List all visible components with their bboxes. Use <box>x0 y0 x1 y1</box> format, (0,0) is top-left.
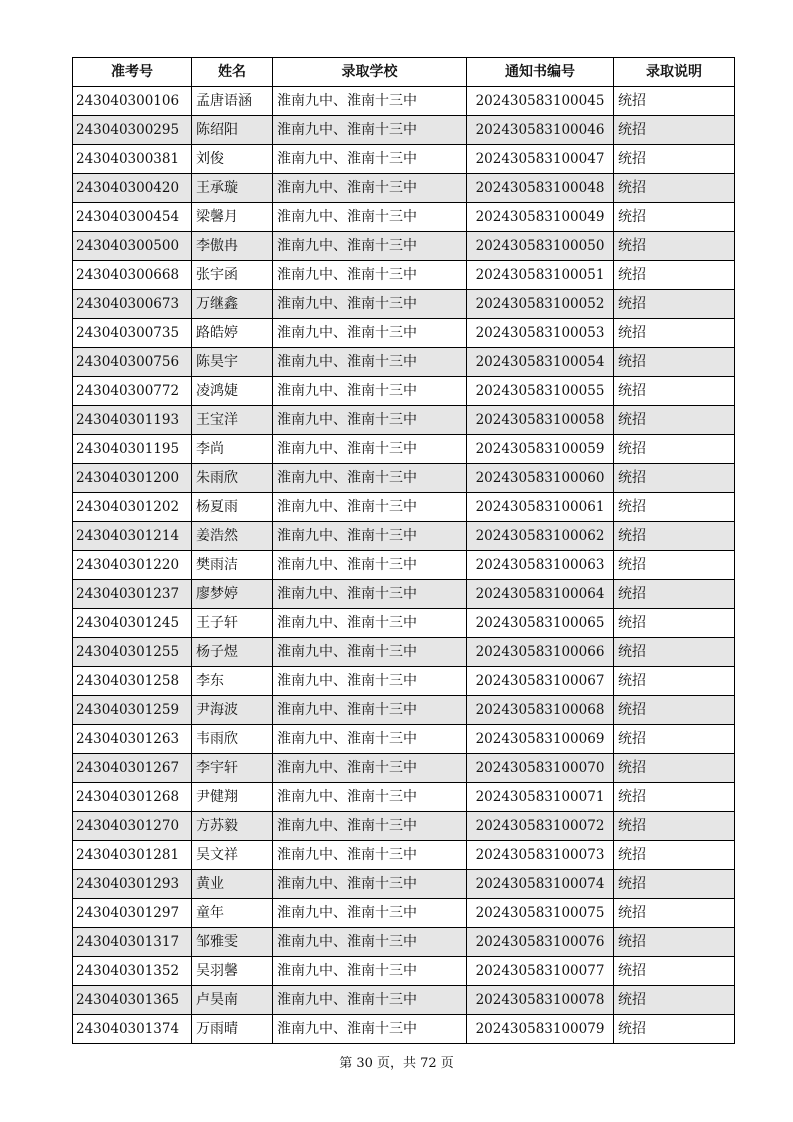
notice-number-cell: 202430583100066 <box>467 638 614 667</box>
student-name-cell: 邹雅雯 <box>192 928 273 957</box>
student-name-cell: 梁馨月 <box>192 203 273 232</box>
exam-number-cell: 243040300756 <box>73 348 192 377</box>
table-row <box>73 522 735 551</box>
admitted-school-cell: 淮南九中、淮南十三中 <box>273 783 467 812</box>
student-name-cell: 万继鑫 <box>192 290 273 319</box>
exam-number-cell: 243040301220 <box>73 551 192 580</box>
student-name-cell: 陈昊宇 <box>192 348 273 377</box>
admitted-school-cell: 淮南九中、淮南十三中 <box>273 986 467 1015</box>
table-row <box>73 290 735 319</box>
notice-number-cell: 202430583100075 <box>467 899 614 928</box>
student-name-cell: 陈绍阳 <box>192 116 273 145</box>
admitted-school-cell: 淮南九中、淮南十三中 <box>273 435 467 464</box>
notice-number-cell: 202430583100071 <box>467 783 614 812</box>
student-name-cell: 黄业 <box>192 870 273 899</box>
exam-number-cell: 243040301258 <box>73 667 192 696</box>
admission-note-cell: 统招 <box>614 667 735 696</box>
table-row <box>73 174 735 203</box>
table-row <box>73 232 735 261</box>
notice-number-cell: 202430583100054 <box>467 348 614 377</box>
admitted-school-cell: 淮南九中、淮南十三中 <box>273 116 467 145</box>
student-name-cell: 樊雨洁 <box>192 551 273 580</box>
student-name-cell: 廖梦婷 <box>192 580 273 609</box>
page-footer: 第 30 页，共 72 页 <box>339 1056 454 1071</box>
notice-number-cell: 202430583100048 <box>467 174 614 203</box>
table-row <box>73 1015 735 1044</box>
exam-number-cell: 243040301317 <box>73 928 192 957</box>
table-row <box>73 348 735 377</box>
admitted-school-cell: 淮南九中、淮南十三中 <box>273 638 467 667</box>
student-name-cell: 李宇轩 <box>192 754 273 783</box>
admission-note-cell: 统招 <box>614 290 735 319</box>
exam-number-cell: 243040300735 <box>73 319 192 348</box>
student-name-cell: 路皓婷 <box>192 319 273 348</box>
notice-number-cell: 202430583100070 <box>467 754 614 783</box>
student-name-cell: 王承璇 <box>192 174 273 203</box>
admission-note-cell: 统招 <box>614 406 735 435</box>
admission-note-cell: 统招 <box>614 377 735 406</box>
table-row <box>73 261 735 290</box>
table-header-row <box>73 58 735 87</box>
table-row <box>73 406 735 435</box>
table-row <box>73 841 735 870</box>
student-name-cell: 张宇函 <box>192 261 273 290</box>
admission-note-cell: 统招 <box>614 493 735 522</box>
student-name-cell: 杨子煜 <box>192 638 273 667</box>
exam-number-cell: 243040301268 <box>73 783 192 812</box>
admitted-school-cell: 淮南九中、淮南十三中 <box>273 464 467 493</box>
exam-number-cell: 243040301293 <box>73 870 192 899</box>
notice-number-cell: 202430583100079 <box>467 1015 614 1044</box>
admitted-school-cell: 淮南九中、淮南十三中 <box>273 696 467 725</box>
table-row <box>73 899 735 928</box>
table-row <box>73 493 735 522</box>
notice-number-cell: 202430583100055 <box>467 377 614 406</box>
notice-number-cell: 202430583100078 <box>467 986 614 1015</box>
header-notice-number: 通知书编号 <box>467 58 614 87</box>
exam-number-cell: 243040301352 <box>73 957 192 986</box>
admission-note-cell: 统招 <box>614 783 735 812</box>
table-row <box>73 377 735 406</box>
table-row <box>73 116 735 145</box>
exam-number-cell: 243040300295 <box>73 116 192 145</box>
admission-note-cell: 统招 <box>614 435 735 464</box>
admitted-school-cell: 淮南九中、淮南十三中 <box>273 348 467 377</box>
admitted-school-cell: 淮南九中、淮南十三中 <box>273 406 467 435</box>
notice-number-cell: 202430583100077 <box>467 957 614 986</box>
exam-number-cell: 243040301193 <box>73 406 192 435</box>
admission-table <box>72 57 735 1044</box>
exam-number-cell: 243040300454 <box>73 203 192 232</box>
admission-note-cell: 统招 <box>614 203 735 232</box>
table-row <box>73 580 735 609</box>
admission-note-cell: 统招 <box>614 638 735 667</box>
table-row <box>73 551 735 580</box>
header-name: 姓名 <box>192 58 273 87</box>
student-name-cell: 孟唐语涵 <box>192 87 273 116</box>
admission-note-cell: 统招 <box>614 580 735 609</box>
student-name-cell: 姜浩然 <box>192 522 273 551</box>
table-row <box>73 754 735 783</box>
student-name-cell: 王子轩 <box>192 609 273 638</box>
table-body <box>73 87 735 1044</box>
notice-number-cell: 202430583100072 <box>467 812 614 841</box>
table-row <box>73 87 735 116</box>
table-row <box>73 145 735 174</box>
admission-note-cell: 统招 <box>614 986 735 1015</box>
table-row <box>73 609 735 638</box>
admission-note-cell: 统招 <box>614 841 735 870</box>
table-row <box>73 783 735 812</box>
notice-number-cell: 202430583100063 <box>467 551 614 580</box>
exam-number-cell: 243040301200 <box>73 464 192 493</box>
exam-number-cell: 243040301267 <box>73 754 192 783</box>
exam-number-cell: 243040301263 <box>73 725 192 754</box>
notice-number-cell: 202430583100067 <box>467 667 614 696</box>
student-name-cell: 李东 <box>192 667 273 696</box>
notice-number-cell: 202430583100065 <box>467 609 614 638</box>
notice-number-cell: 202430583100060 <box>467 464 614 493</box>
admission-note-cell: 统招 <box>614 551 735 580</box>
notice-number-cell: 202430583100052 <box>467 290 614 319</box>
admission-note-cell: 统招 <box>614 696 735 725</box>
student-name-cell: 方苏毅 <box>192 812 273 841</box>
table-row <box>73 725 735 754</box>
table-row <box>73 928 735 957</box>
exam-number-cell: 243040301270 <box>73 812 192 841</box>
notice-number-cell: 202430583100074 <box>467 870 614 899</box>
exam-number-cell: 243040300772 <box>73 377 192 406</box>
admitted-school-cell: 淮南九中、淮南十三中 <box>273 841 467 870</box>
admitted-school-cell: 淮南九中、淮南十三中 <box>273 609 467 638</box>
admitted-school-cell: 淮南九中、淮南十三中 <box>273 377 467 406</box>
admission-note-cell: 统招 <box>614 522 735 551</box>
notice-number-cell: 202430583100064 <box>467 580 614 609</box>
admitted-school-cell: 淮南九中、淮南十三中 <box>273 754 467 783</box>
admitted-school-cell: 淮南九中、淮南十三中 <box>273 87 467 116</box>
header-exam-number: 准考号 <box>73 58 192 87</box>
header-admission-note: 录取说明 <box>614 58 735 87</box>
table-row <box>73 638 735 667</box>
exam-number-cell: 243040301281 <box>73 841 192 870</box>
exam-number-cell: 243040301374 <box>73 1015 192 1044</box>
admission-note-cell: 统招 <box>614 174 735 203</box>
student-name-cell: 万雨晴 <box>192 1015 273 1044</box>
header-admitted-school: 录取学校 <box>273 58 467 87</box>
student-name-cell: 王宝洋 <box>192 406 273 435</box>
admitted-school-cell: 淮南九中、淮南十三中 <box>273 551 467 580</box>
student-name-cell: 卢昊南 <box>192 986 273 1015</box>
exam-number-cell: 243040301237 <box>73 580 192 609</box>
exam-number-cell: 243040301255 <box>73 638 192 667</box>
exam-number-cell: 243040301259 <box>73 696 192 725</box>
exam-number-cell: 243040300381 <box>73 145 192 174</box>
admitted-school-cell: 淮南九中、淮南十三中 <box>273 522 467 551</box>
admitted-school-cell: 淮南九中、淮南十三中 <box>273 899 467 928</box>
student-name-cell: 李尚 <box>192 435 273 464</box>
admission-note-cell: 统招 <box>614 232 735 261</box>
admitted-school-cell: 淮南九中、淮南十三中 <box>273 145 467 174</box>
admitted-school-cell: 淮南九中、淮南十三中 <box>273 203 467 232</box>
student-name-cell: 杨夏雨 <box>192 493 273 522</box>
notice-number-cell: 202430583100051 <box>467 261 614 290</box>
admitted-school-cell: 淮南九中、淮南十三中 <box>273 319 467 348</box>
exam-number-cell: 243040301245 <box>73 609 192 638</box>
notice-number-cell: 202430583100046 <box>467 116 614 145</box>
table-row <box>73 986 735 1015</box>
table-row <box>73 464 735 493</box>
admission-note-cell: 统招 <box>614 261 735 290</box>
notice-number-cell: 202430583100076 <box>467 928 614 957</box>
student-name-cell: 凌鸿婕 <box>192 377 273 406</box>
admission-note-cell: 统招 <box>614 812 735 841</box>
exam-number-cell: 243040301297 <box>73 899 192 928</box>
exam-number-cell: 243040300673 <box>73 290 192 319</box>
notice-number-cell: 202430583100059 <box>467 435 614 464</box>
notice-number-cell: 202430583100061 <box>467 493 614 522</box>
notice-number-cell: 202430583100073 <box>467 841 614 870</box>
exam-number-cell: 243040300106 <box>73 87 192 116</box>
admitted-school-cell: 淮南九中、淮南十三中 <box>273 290 467 319</box>
exam-number-cell: 243040301195 <box>73 435 192 464</box>
table-row <box>73 870 735 899</box>
notice-number-cell: 202430583100050 <box>467 232 614 261</box>
table-row <box>73 667 735 696</box>
admission-note-cell: 统招 <box>614 87 735 116</box>
student-name-cell: 李傲冉 <box>192 232 273 261</box>
admitted-school-cell: 淮南九中、淮南十三中 <box>273 1015 467 1044</box>
notice-number-cell: 202430583100068 <box>467 696 614 725</box>
table-row <box>73 812 735 841</box>
admission-note-cell: 统招 <box>614 116 735 145</box>
exam-number-cell: 243040301214 <box>73 522 192 551</box>
exam-number-cell: 243040300668 <box>73 261 192 290</box>
exam-number-cell: 243040301202 <box>73 493 192 522</box>
student-name-cell: 尹健翔 <box>192 783 273 812</box>
admitted-school-cell: 淮南九中、淮南十三中 <box>273 928 467 957</box>
admission-note-cell: 统招 <box>614 348 735 377</box>
admitted-school-cell: 淮南九中、淮南十三中 <box>273 174 467 203</box>
admission-note-cell: 统招 <box>614 145 735 174</box>
student-name-cell: 尹海波 <box>192 696 273 725</box>
admitted-school-cell: 淮南九中、淮南十三中 <box>273 957 467 986</box>
admission-note-cell: 统招 <box>614 957 735 986</box>
admitted-school-cell: 淮南九中、淮南十三中 <box>273 725 467 754</box>
exam-number-cell: 243040300500 <box>73 232 192 261</box>
table-row <box>73 435 735 464</box>
admission-note-cell: 统招 <box>614 928 735 957</box>
admitted-school-cell: 淮南九中、淮南十三中 <box>273 580 467 609</box>
student-name-cell: 吴文祥 <box>192 841 273 870</box>
notice-number-cell: 202430583100045 <box>467 87 614 116</box>
student-name-cell: 朱雨欣 <box>192 464 273 493</box>
notice-number-cell: 202430583100062 <box>467 522 614 551</box>
student-name-cell: 童年 <box>192 899 273 928</box>
notice-number-cell: 202430583100047 <box>467 145 614 174</box>
student-name-cell: 吴羽馨 <box>192 957 273 986</box>
table-row <box>73 319 735 348</box>
admission-note-cell: 统招 <box>614 319 735 348</box>
admitted-school-cell: 淮南九中、淮南十三中 <box>273 870 467 899</box>
admitted-school-cell: 淮南九中、淮南十三中 <box>273 261 467 290</box>
table-row <box>73 696 735 725</box>
exam-number-cell: 243040300420 <box>73 174 192 203</box>
table-row <box>73 203 735 232</box>
notice-number-cell: 202430583100053 <box>467 319 614 348</box>
admitted-school-cell: 淮南九中、淮南十三中 <box>273 493 467 522</box>
table-row <box>73 957 735 986</box>
student-name-cell: 刘俊 <box>192 145 273 174</box>
admission-note-cell: 统招 <box>614 754 735 783</box>
admission-note-cell: 统招 <box>614 1015 735 1044</box>
admitted-school-cell: 淮南九中、淮南十三中 <box>273 667 467 696</box>
admission-note-cell: 统招 <box>614 464 735 493</box>
admitted-school-cell: 淮南九中、淮南十三中 <box>273 232 467 261</box>
notice-number-cell: 202430583100069 <box>467 725 614 754</box>
notice-number-cell: 202430583100058 <box>467 406 614 435</box>
admitted-school-cell: 淮南九中、淮南十三中 <box>273 812 467 841</box>
exam-number-cell: 243040301365 <box>73 986 192 1015</box>
admission-note-cell: 统招 <box>614 870 735 899</box>
notice-number-cell: 202430583100049 <box>467 203 614 232</box>
student-name-cell: 韦雨欣 <box>192 725 273 754</box>
admission-note-cell: 统招 <box>614 609 735 638</box>
admission-note-cell: 统招 <box>614 899 735 928</box>
admission-note-cell: 统招 <box>614 725 735 754</box>
